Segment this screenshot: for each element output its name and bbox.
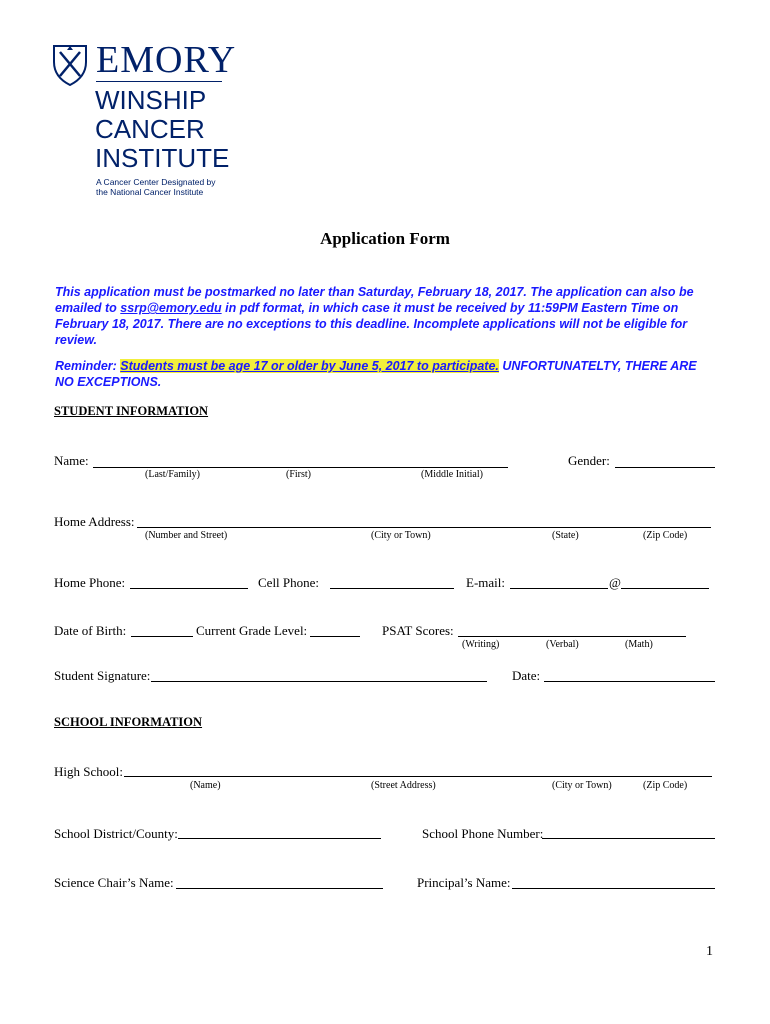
name-field[interactable] bbox=[93, 467, 508, 468]
science-chair-field[interactable] bbox=[176, 888, 383, 889]
psat-sub-writing: (Writing) bbox=[462, 639, 500, 650]
grade-label: Current Grade Level: bbox=[196, 623, 308, 638]
home-address-field[interactable] bbox=[137, 527, 711, 528]
grade-field[interactable] bbox=[310, 636, 360, 637]
signature-label: Student Signature: bbox=[54, 668, 151, 683]
reminder-prefix: Reminder: bbox=[55, 359, 121, 373]
deadline-notice bbox=[55, 284, 715, 348]
hs-sub-name: (Name) bbox=[190, 780, 221, 791]
emory-shield-icon bbox=[52, 44, 88, 86]
hs-sub-zip: (Zip Code) bbox=[643, 780, 688, 791]
principal-label: Principal’s Name: bbox=[417, 875, 511, 890]
name-sub-last: (Last/Family) bbox=[145, 469, 200, 480]
email-at-sign: @ bbox=[609, 575, 621, 590]
reminder-suffix: UNFORTUNATELTY, THERE ARE NO EXCEPTIONS. bbox=[55, 359, 697, 389]
logo-line-winship: WINSHIP bbox=[95, 85, 207, 115]
principal-field[interactable] bbox=[512, 888, 715, 889]
district-label: School District/County: bbox=[54, 826, 178, 841]
name-label: Name: bbox=[54, 453, 89, 468]
psat-sub-math: (Math) bbox=[625, 639, 653, 650]
school-info-heading: SCHOOL INFORMATION bbox=[54, 715, 203, 729]
address-sub-zip: (Zip Code) bbox=[643, 530, 688, 541]
dob-label: Date of Birth: bbox=[54, 623, 127, 638]
dob-field[interactable] bbox=[131, 636, 193, 637]
psat-field[interactable] bbox=[458, 636, 686, 637]
email-link[interactable]: ssrp@emory.edu bbox=[120, 301, 222, 315]
page-number: 1 bbox=[706, 944, 713, 959]
gender-field[interactable] bbox=[615, 467, 715, 468]
logo-line-institute: INSTITUTE bbox=[95, 143, 230, 173]
date-label: Date: bbox=[512, 668, 541, 683]
school-phone-field[interactable] bbox=[542, 838, 715, 839]
logo-tagline-1: A Cancer Center Designated by bbox=[96, 177, 216, 187]
signature-field[interactable] bbox=[151, 681, 487, 682]
logo-university: EMORY bbox=[96, 39, 237, 81]
age-reminder bbox=[55, 358, 715, 390]
logo-line-cancer: CANCER bbox=[95, 114, 205, 144]
science-chair-label: Science Chair’s Name: bbox=[54, 875, 174, 890]
email-label: E-mail: bbox=[466, 575, 505, 590]
notice-text-2: in pdf format, in which case it must be received by 11:59PM Eastern Time on February 18, 2017. There are no exceptions to this deadline. Incomplete applications will not be eligible for review. bbox=[55, 301, 688, 347]
address-sub-state: (State) bbox=[552, 530, 579, 541]
psat-label: PSAT Scores: bbox=[382, 623, 454, 638]
hs-sub-city: (City or Town) bbox=[552, 780, 612, 791]
cell-phone-field[interactable] bbox=[330, 588, 454, 589]
age-requirement-highlight: Students must be age 17 or older by June 5, 2017 to participate. bbox=[120, 359, 499, 373]
hs-sub-street: (Street Address) bbox=[371, 780, 436, 791]
district-field[interactable] bbox=[178, 838, 381, 839]
school-phone-label: School Phone Number: bbox=[422, 826, 544, 841]
address-sub-street: (Number and Street) bbox=[145, 530, 228, 541]
gender-label: Gender: bbox=[568, 453, 610, 468]
name-sub-first: (First) bbox=[286, 469, 311, 480]
high-school-label: High School: bbox=[54, 764, 123, 779]
high-school-field[interactable] bbox=[124, 776, 712, 777]
student-info-heading: STUDENT INFORMATION bbox=[54, 404, 209, 418]
email-user-field[interactable] bbox=[510, 588, 608, 589]
psat-sub-verbal: (Verbal) bbox=[546, 639, 579, 650]
address-sub-city: (City or Town) bbox=[371, 530, 431, 541]
home-phone-field[interactable] bbox=[130, 588, 248, 589]
name-sub-middle: (Middle Initial) bbox=[421, 469, 483, 480]
notice-text-1: This application must be postmarked no later than Saturday, February 18, 2017. The application can also be emailed to bbox=[55, 285, 694, 315]
form-title: Application Form bbox=[320, 229, 450, 248]
home-address-label: Home Address: bbox=[54, 514, 135, 529]
email-domain-field[interactable] bbox=[621, 588, 709, 589]
date-field[interactable] bbox=[544, 681, 715, 682]
logo-tagline-2: the National Cancer Institute bbox=[96, 187, 204, 197]
cell-phone-label: Cell Phone: bbox=[258, 575, 320, 590]
home-phone-label: Home Phone: bbox=[54, 575, 126, 590]
